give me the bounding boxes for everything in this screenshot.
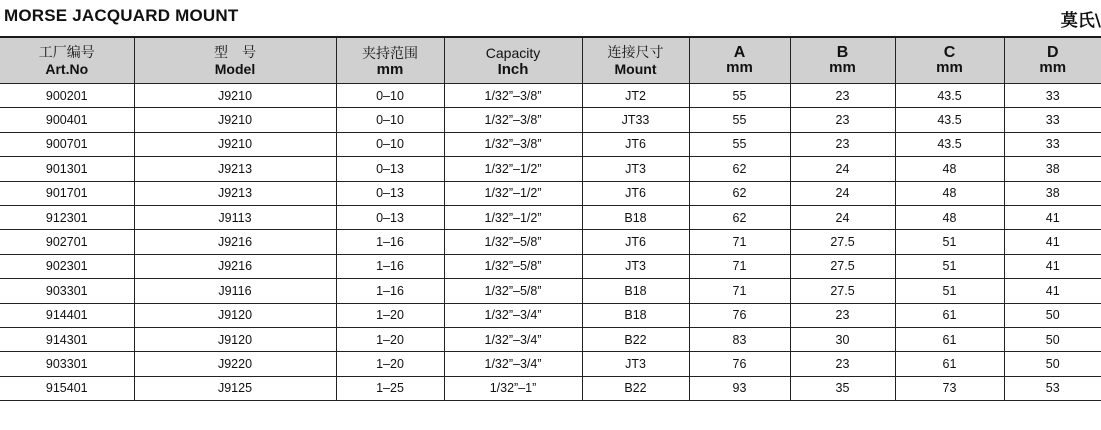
cell-capacity-inch: 1/32”–3/8” [444,108,582,132]
cell-mount: B18 [582,279,689,303]
cell-capacity-mm: 0–13 [336,205,444,229]
cell-d: 33 [1004,132,1101,156]
cell-d: 41 [1004,230,1101,254]
cell-a: 76 [689,303,790,327]
table-row [0,84,1101,108]
cell-capacity-mm: 0–13 [336,157,444,181]
cell-capacity-inch: 1/32”–3/4” [444,327,582,351]
cell-capacity-inch: 1/32”–5/8” [444,230,582,254]
cell-a: 93 [689,376,790,400]
cell-a: 62 [689,205,790,229]
cell-art-no: 914301 [0,327,134,351]
cell-model: J9210 [134,132,336,156]
table-row [0,181,1101,205]
cell-art-no: 903301 [0,352,134,376]
cell-mount: B22 [582,376,689,400]
cell-mount: JT2 [582,84,689,108]
cell-a: 62 [689,181,790,205]
header-d: D mm [1004,38,1101,84]
table-row [0,352,1101,376]
cell-a: 71 [689,279,790,303]
cell-a: 71 [689,230,790,254]
header-a: A mm [689,38,790,84]
cell-model: J9120 [134,303,336,327]
cell-a: 62 [689,157,790,181]
cell-mount: JT3 [582,157,689,181]
cell-mount: B22 [582,327,689,351]
cell-c: 48 [895,181,1004,205]
cell-d: 50 [1004,352,1101,376]
cell-c: 73 [895,376,1004,400]
cell-mount: JT33 [582,108,689,132]
cell-capacity-inch: 1/32”–3/4” [444,352,582,376]
cell-art-no: 903301 [0,279,134,303]
cell-d: 33 [1004,108,1101,132]
cell-mount: JT6 [582,181,689,205]
cell-c: 43.5 [895,132,1004,156]
page-title: MORSE JACQUARD MOUNT [4,6,239,25]
table-row [0,157,1101,181]
cell-capacity-inch: 1/32”–5/8” [444,254,582,278]
cell-mount: JT3 [582,254,689,278]
cell-b: 23 [790,132,895,156]
table-row [0,108,1101,132]
cell-b: 23 [790,352,895,376]
cell-model: J9125 [134,376,336,400]
header-c: C mm [895,38,1004,84]
cell-d: 38 [1004,181,1101,205]
cell-b: 23 [790,84,895,108]
cell-d: 41 [1004,205,1101,229]
table-row [0,132,1101,156]
header-model: 型 号 Model [134,38,336,84]
cell-c: 51 [895,279,1004,303]
cell-b: 30 [790,327,895,351]
product-table [0,38,1101,401]
cell-art-no: 912301 [0,205,134,229]
cell-art-no: 900701 [0,132,134,156]
cell-model: J9216 [134,230,336,254]
cell-capacity-mm: 1–20 [336,352,444,376]
cell-c: 43.5 [895,108,1004,132]
cell-b: 35 [790,376,895,400]
header-b: B mm [790,38,895,84]
cell-model: J9210 [134,84,336,108]
cell-capacity-mm: 1–20 [336,303,444,327]
page-title-cn: 莫氏\ [1060,11,1101,31]
cell-b: 24 [790,157,895,181]
cell-a: 76 [689,352,790,376]
cell-a: 55 [689,132,790,156]
cell-c: 61 [895,303,1004,327]
cell-b: 27.5 [790,230,895,254]
cell-b: 24 [790,181,895,205]
cell-capacity-mm: 1–25 [336,376,444,400]
table-row [0,327,1101,351]
cell-model: J9216 [134,254,336,278]
table-row [0,205,1101,229]
cell-art-no: 902701 [0,230,134,254]
cell-art-no: 900401 [0,108,134,132]
cell-capacity-inch: 1/32”–3/8” [444,132,582,156]
cell-c: 51 [895,230,1004,254]
cell-capacity-inch: 1/32”–5/8” [444,279,582,303]
cell-model: J9113 [134,205,336,229]
header-capacity-mm: 夹持范围 mm [336,38,444,84]
cell-model: J9120 [134,327,336,351]
table-row [0,303,1101,327]
cell-a: 55 [689,108,790,132]
cell-capacity-inch: 1/32”–1/2” [444,181,582,205]
table-row [0,254,1101,278]
cell-d: 38 [1004,157,1101,181]
cell-art-no: 901701 [0,181,134,205]
cell-model: J9210 [134,108,336,132]
cell-capacity-inch: 1/32”–1/2” [444,205,582,229]
cell-d: 41 [1004,279,1101,303]
cell-mount: JT6 [582,132,689,156]
header-capacity-inch: Capacity Inch [444,38,582,84]
cell-b: 23 [790,108,895,132]
cell-model: J9220 [134,352,336,376]
cell-art-no: 915401 [0,376,134,400]
table-row [0,279,1101,303]
cell-d: 53 [1004,376,1101,400]
cell-a: 55 [689,84,790,108]
table-header-row [0,38,1101,84]
cell-art-no: 914401 [0,303,134,327]
cell-d: 41 [1004,254,1101,278]
cell-capacity-mm: 1–16 [336,254,444,278]
cell-capacity-inch: 1/32”–3/8” [444,84,582,108]
cell-d: 50 [1004,327,1101,351]
cell-b: 24 [790,205,895,229]
cell-b: 27.5 [790,254,895,278]
cell-model: J9213 [134,181,336,205]
cell-mount: B18 [582,303,689,327]
cell-mount: JT6 [582,230,689,254]
table-row [0,376,1101,400]
cell-capacity-inch: 1/32”–1/2” [444,157,582,181]
cell-c: 48 [895,205,1004,229]
cell-capacity-mm: 1–16 [336,230,444,254]
cell-capacity-inch: 1/32”–3/4” [444,303,582,327]
cell-model: J9116 [134,279,336,303]
cell-a: 71 [689,254,790,278]
cell-art-no: 902301 [0,254,134,278]
cell-capacity-mm: 1–20 [336,327,444,351]
cell-c: 43.5 [895,84,1004,108]
cell-capacity-mm: 1–16 [336,279,444,303]
cell-art-no: 900201 [0,84,134,108]
cell-b: 27.5 [790,279,895,303]
cell-c: 61 [895,327,1004,351]
cell-capacity-inch: 1/32”–1” [444,376,582,400]
cell-mount: B18 [582,205,689,229]
cell-d: 33 [1004,84,1101,108]
cell-art-no: 901301 [0,157,134,181]
header-art-no: 工厂编号 Art.No [0,38,134,84]
cell-c: 61 [895,352,1004,376]
cell-d: 50 [1004,303,1101,327]
header-mount: 连接尺寸 Mount [582,38,689,84]
cell-c: 48 [895,157,1004,181]
table-row [0,230,1101,254]
cell-mount: JT3 [582,352,689,376]
cell-capacity-mm: 0–10 [336,108,444,132]
cell-capacity-mm: 0–10 [336,84,444,108]
cell-model: J9213 [134,157,336,181]
cell-c: 51 [895,254,1004,278]
cell-b: 23 [790,303,895,327]
cell-a: 83 [689,327,790,351]
cell-capacity-mm: 0–10 [336,132,444,156]
cell-capacity-mm: 0–13 [336,181,444,205]
